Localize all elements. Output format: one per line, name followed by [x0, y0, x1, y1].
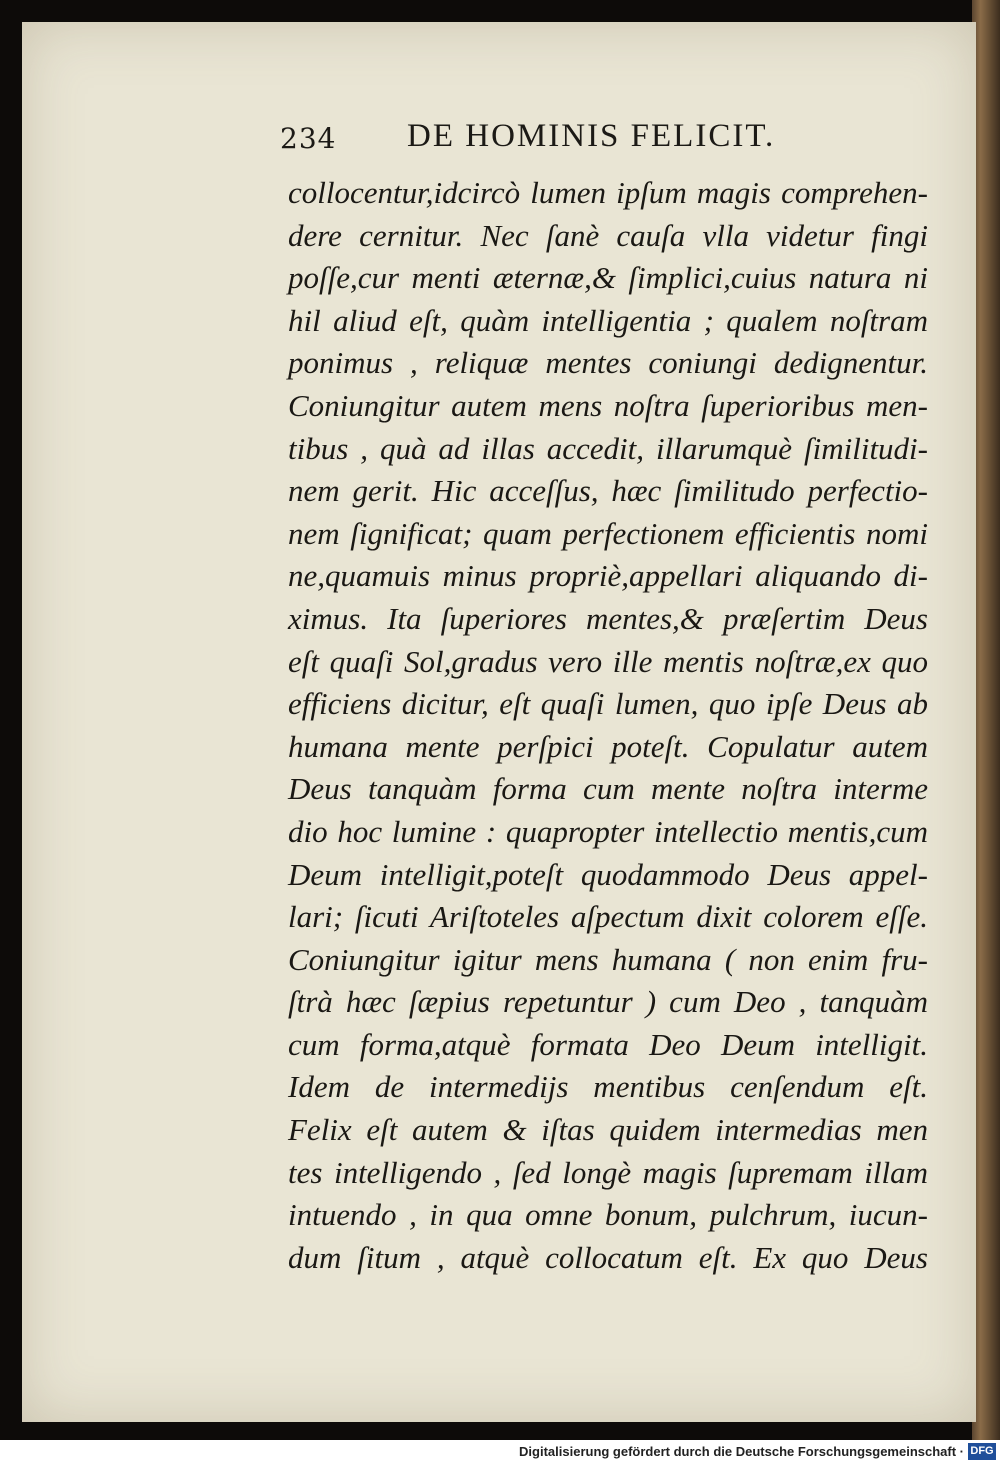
text-line: dum ſitum , atquè collocatum eſt. Ex quo Deus	[288, 1239, 928, 1275]
dfg-logo-icon: DFG	[968, 1443, 996, 1460]
text-line: dere cernitur. Nec ſanè cauſa vlla videtur fingi	[288, 217, 928, 253]
text-line: tibus , quà ad illas accedit, illarumquè ſimilitudi-	[288, 430, 928, 466]
text-line: poſſe,cur menti æternæ,& ſimplici,cuius natura ni	[288, 260, 928, 296]
text-line: dio hoc lumine : quapropter intellectio mentis,cum	[288, 813, 928, 849]
book-edge	[972, 0, 1000, 1440]
text-line: Felix eſt autem & iſtas quidem intermedias men	[288, 1112, 928, 1148]
running-head	[22, 118, 976, 158]
text-line: ximus. Ita ſuperiores mentes,& præſertim Deus	[288, 600, 928, 636]
book-page	[22, 22, 976, 1422]
text-line: nem ſignificat; quam perfectionem efficientis nomi	[288, 515, 928, 551]
text-line: Idem de intermedijs mentibus cenſendum eſt.	[288, 1069, 928, 1105]
footer-credit: Digitalisierung gefördert durch die Deutsche Forschungsgemeinschaft ·	[519, 1444, 964, 1459]
digitization-footer	[0, 1440, 1000, 1465]
text-line: hil aliud eſt, quàm intelligentia ; qualem noſtram	[288, 302, 928, 338]
text-line: collocentur,idcircò lumen ipſum magis comprehen-	[288, 175, 928, 210]
text-line: Coniungitur igitur mens humana ( non enim fru-	[288, 941, 928, 977]
text-line: Deus tanquàm forma cum mente noſtra interme	[288, 771, 928, 807]
text-line: cum forma,atquè formata Deo Deum intelligit.	[288, 1026, 928, 1062]
text-line: intuendo , in qua omne bonum, pulchrum, iucun-	[288, 1197, 928, 1233]
text-line: Coniungitur autem mens noſtra ſuperioribus men-	[288, 387, 928, 423]
text-line: tes intelligendo , ſed longè magis ſupremam illam	[288, 1154, 928, 1190]
text-line: lari; ſicuti Ariſtoteles aſpectum dixit colorem eſſe.	[288, 899, 928, 935]
text-line: ne,quamuis minus propriè,appellari aliquando di-	[288, 558, 928, 594]
page-number: 234	[280, 122, 337, 155]
body-text	[288, 172, 928, 1279]
text-line: efficiens dicitur, eſt quaſi lumen, quo ipſe Deus ab	[288, 686, 928, 722]
text-line: eſt quaſi Sol,gradus vero ille mentis noſtræ,ex quo	[288, 643, 928, 679]
running-title: DE HOMINIS FELICIT.	[407, 118, 776, 154]
text-line: Deum intelligit,poteſt quodammodo Deus appel-	[288, 856, 928, 892]
text-line: humana mente perſpici poteſt. Copulatur autem	[288, 728, 928, 764]
text-line: nem gerit. Hic acceſſus, hæc ſimilitudo perfectio-	[288, 473, 928, 509]
text-line: ponimus , reliquæ mentes coniungi dedignentur.	[288, 345, 928, 381]
text-line: ſtrà hæc ſæpius repetuntur ) cum Deo , tanquàm	[288, 984, 928, 1020]
